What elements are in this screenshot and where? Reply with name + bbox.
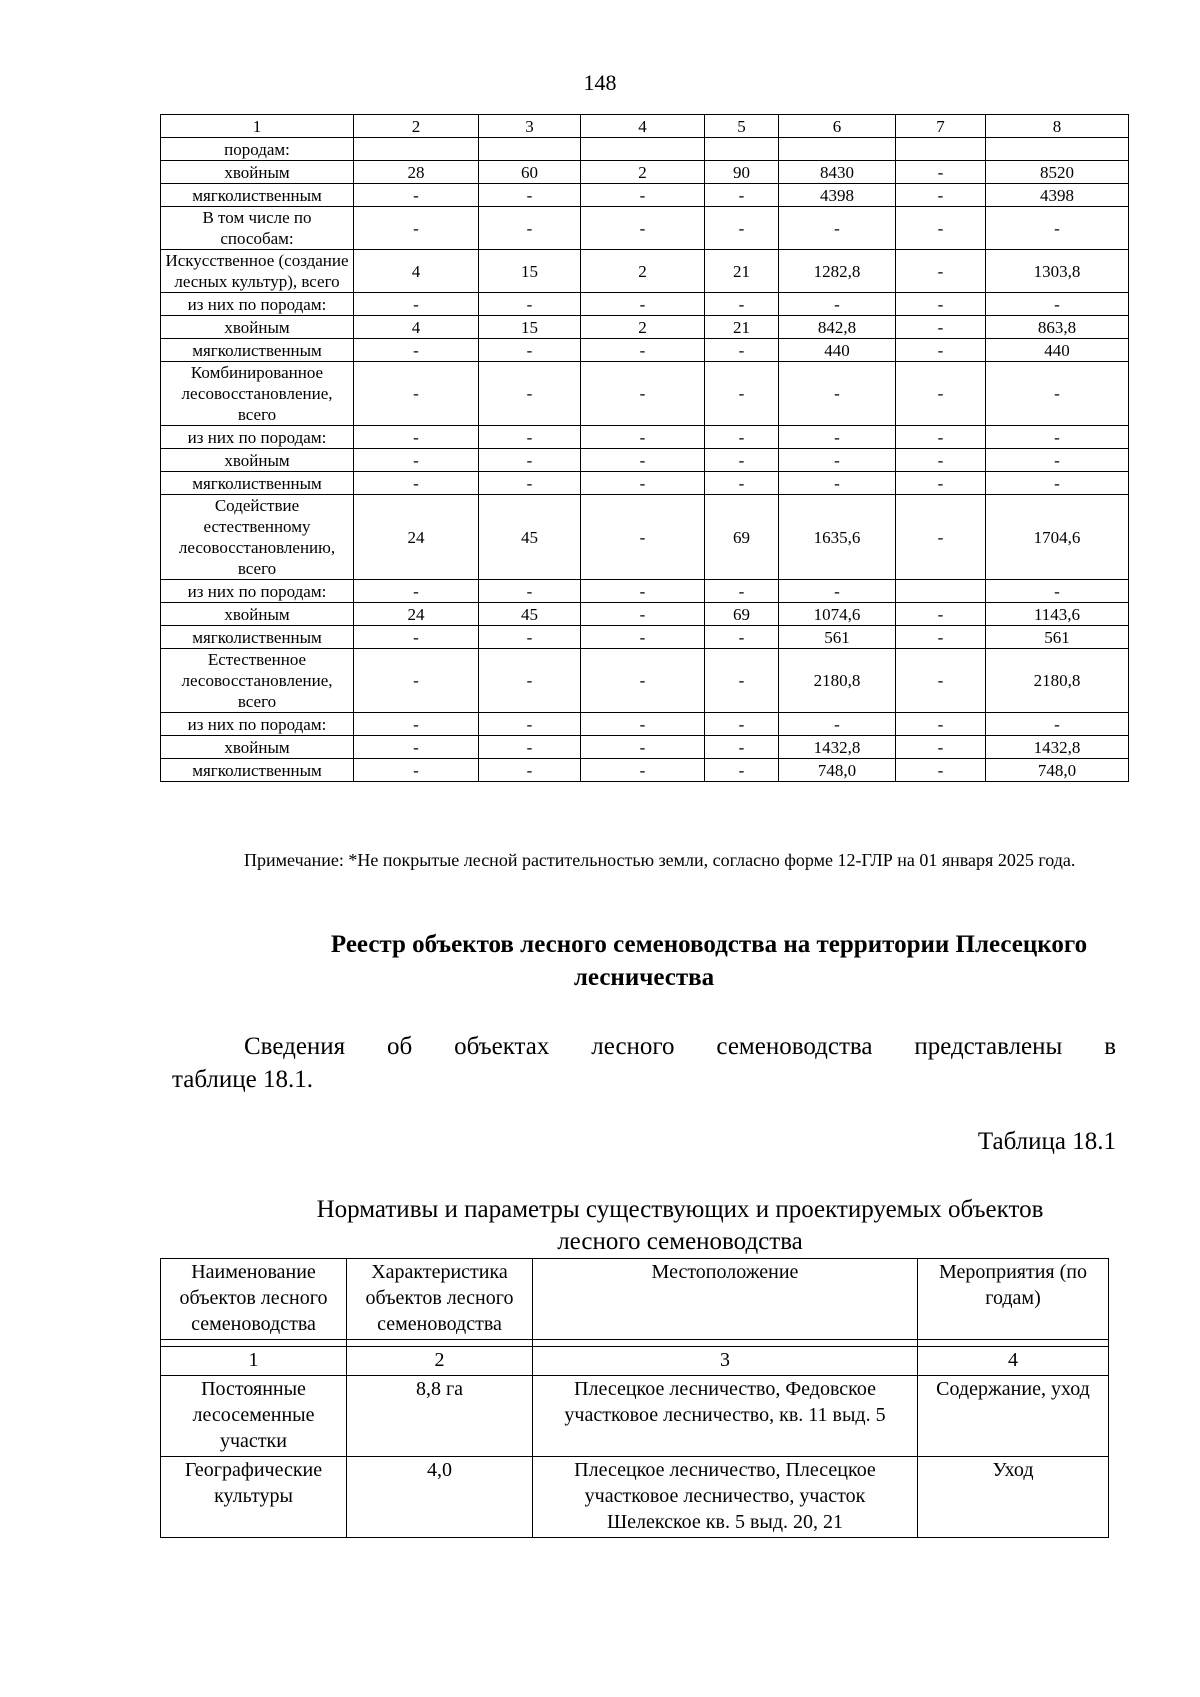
table1-cell: - bbox=[479, 472, 581, 495]
table1-cell: - bbox=[986, 426, 1129, 449]
table1-cell: - bbox=[896, 184, 986, 207]
table1-cell: 2180,8 bbox=[986, 649, 1129, 713]
table1-row-label: из них по породам: bbox=[161, 713, 354, 736]
table2-number-cell: 1 bbox=[161, 1347, 347, 1376]
table1-row-label: Естественное лесовосстановление, всего bbox=[161, 649, 354, 713]
table1-cell: - bbox=[354, 736, 479, 759]
table1-cell: - bbox=[479, 207, 581, 250]
word: в bbox=[1104, 1033, 1116, 1060]
table1-cell: - bbox=[354, 580, 479, 603]
table1-cell: - bbox=[581, 603, 705, 626]
table1-cell: - bbox=[581, 426, 705, 449]
table1-cell: - bbox=[581, 759, 705, 782]
forest-restoration-table bbox=[160, 114, 1129, 782]
table2-title-line-2: лесного семеноводства bbox=[557, 1228, 803, 1255]
table-note: Примечание: *Не покрытые лесной растительностью земли, согласно форме 12-ГЛР на 01 января 2025 года. bbox=[244, 850, 1076, 870]
table1-cell: 8430 bbox=[779, 161, 896, 184]
table1-row-label: из них по породам: bbox=[161, 293, 354, 316]
table1-cell: - bbox=[705, 362, 779, 426]
table1-cell: - bbox=[705, 626, 779, 649]
table1-cell: 4 bbox=[354, 316, 479, 339]
table1-cell: - bbox=[986, 207, 1129, 250]
table2-header-cell: Наименование объектов лесного семеноводства bbox=[161, 1259, 347, 1340]
table1-row bbox=[161, 495, 1129, 580]
table1-cell: - bbox=[581, 339, 705, 362]
table1-cell: - bbox=[581, 449, 705, 472]
table2-number-cell: 3 bbox=[533, 1347, 918, 1376]
table2-title bbox=[250, 1194, 1110, 1258]
table1-cell: - bbox=[581, 495, 705, 580]
table1-cell: - bbox=[479, 339, 581, 362]
table1-cell: - bbox=[779, 449, 896, 472]
table1-cell: - bbox=[354, 339, 479, 362]
table-label: Таблица 18.1 bbox=[977, 1128, 1116, 1155]
table2-cell-characteristic: 4,0 bbox=[347, 1457, 533, 1538]
table1-cell: - bbox=[581, 713, 705, 736]
table1-cell: - bbox=[779, 713, 896, 736]
table1-cell: - bbox=[354, 293, 479, 316]
table1-row bbox=[161, 759, 1129, 782]
table1-cell: 90 bbox=[705, 161, 779, 184]
table1-cell: 1432,8 bbox=[779, 736, 896, 759]
word: лесного bbox=[591, 1033, 675, 1060]
seed-objects-table bbox=[160, 1258, 1109, 1538]
table1-cell: 21 bbox=[705, 316, 779, 339]
table1-header-cell: 6 bbox=[779, 115, 896, 138]
table1-cell: 863,8 bbox=[986, 316, 1129, 339]
table1-cell: 24 bbox=[354, 495, 479, 580]
table1-cell: - bbox=[705, 736, 779, 759]
table1-cell: - bbox=[705, 472, 779, 495]
section-heading-line-2: лесничества bbox=[573, 964, 715, 991]
table1-cell: 2 bbox=[581, 250, 705, 293]
table1-cell: - bbox=[705, 649, 779, 713]
table1-cell: - bbox=[705, 339, 779, 362]
table1-row-label: из них по породам: bbox=[161, 426, 354, 449]
table1-row bbox=[161, 250, 1129, 293]
table2-title-line-1: Нормативы и параметры существующих и проектируемых объектов bbox=[316, 1196, 1044, 1223]
table2-cell-name: Географические культуры bbox=[161, 1457, 347, 1538]
section-heading bbox=[160, 928, 1128, 994]
section-heading-line-1: Реестр объектов лесного семеноводства на территории Плесецкого bbox=[330, 931, 1088, 958]
table1-cell: - bbox=[896, 316, 986, 339]
table1-cell: 2180,8 bbox=[779, 649, 896, 713]
table1-row bbox=[161, 293, 1129, 316]
table1-cell: - bbox=[896, 472, 986, 495]
table1-row-label: мягколиственным bbox=[161, 184, 354, 207]
table1-cell: - bbox=[354, 649, 479, 713]
table1-row-label: Комбинированное лесовосстановление, всего bbox=[161, 362, 354, 426]
table1-cell: 1635,6 bbox=[779, 495, 896, 580]
table1-cell bbox=[896, 138, 986, 161]
word: об bbox=[387, 1033, 413, 1060]
table1-cell: - bbox=[581, 184, 705, 207]
table1-cell: 748,0 bbox=[986, 759, 1129, 782]
table1-cell bbox=[581, 138, 705, 161]
table1-cell: - bbox=[896, 339, 986, 362]
table1-cell: - bbox=[581, 580, 705, 603]
table1-cell: - bbox=[705, 184, 779, 207]
table2-cell-measures: Уход bbox=[918, 1457, 1109, 1538]
table1-cell: - bbox=[896, 426, 986, 449]
table1-cell: - bbox=[896, 649, 986, 713]
table1-cell: - bbox=[705, 449, 779, 472]
table1-cell: 2 bbox=[581, 316, 705, 339]
table1-cell: - bbox=[896, 161, 986, 184]
table1-cell: 440 bbox=[986, 339, 1129, 362]
table1-cell: - bbox=[354, 362, 479, 426]
table1-row bbox=[161, 316, 1129, 339]
table1-cell: - bbox=[354, 759, 479, 782]
table1-cell: - bbox=[705, 207, 779, 250]
table1-cell: 69 bbox=[705, 495, 779, 580]
table1-cell: 1303,8 bbox=[986, 250, 1129, 293]
table1-cell: - bbox=[896, 736, 986, 759]
table1-cell: - bbox=[354, 184, 479, 207]
table1-header-cell: 1 bbox=[161, 115, 354, 138]
table1-cell: - bbox=[479, 736, 581, 759]
table1-row-label: В том числе по способам: bbox=[161, 207, 354, 250]
table1-cell: 45 bbox=[479, 495, 581, 580]
table1-cell: 1432,8 bbox=[986, 736, 1129, 759]
table1-cell: - bbox=[354, 449, 479, 472]
table1-cell bbox=[705, 138, 779, 161]
table1-cell: - bbox=[479, 626, 581, 649]
table1-cell: - bbox=[896, 626, 986, 649]
table1-cell: 45 bbox=[479, 603, 581, 626]
table1-cell: - bbox=[779, 580, 896, 603]
table1-cell: - bbox=[479, 184, 581, 207]
table1-cell: - bbox=[779, 362, 896, 426]
table1-header-row bbox=[161, 115, 1129, 138]
table1-cell: - bbox=[581, 207, 705, 250]
table1-cell: 2 bbox=[581, 161, 705, 184]
table1-cell: - bbox=[896, 293, 986, 316]
table1-row-label: мягколиственным bbox=[161, 626, 354, 649]
table1-cell: - bbox=[705, 293, 779, 316]
table1-row-label: породам: bbox=[161, 138, 354, 161]
table1-row bbox=[161, 362, 1129, 426]
table1-cell: - bbox=[479, 449, 581, 472]
table1-row-label: Искусственное (создание лесных культур), всего bbox=[161, 250, 354, 293]
table1-cell: - bbox=[479, 362, 581, 426]
table1-cell: - bbox=[581, 362, 705, 426]
table1-row-label: из них по породам: bbox=[161, 580, 354, 603]
table1-cell: - bbox=[479, 759, 581, 782]
table1-cell: - bbox=[896, 362, 986, 426]
table1-cell: - bbox=[779, 293, 896, 316]
table1-row bbox=[161, 426, 1129, 449]
table1-row bbox=[161, 161, 1129, 184]
table1-cell: 15 bbox=[479, 316, 581, 339]
table1-row bbox=[161, 472, 1129, 495]
table1-cell bbox=[479, 138, 581, 161]
table1-cell: - bbox=[896, 250, 986, 293]
table1-header-cell: 4 bbox=[581, 115, 705, 138]
table2-number-cell: 2 bbox=[347, 1347, 533, 1376]
table1-cell: 842,8 bbox=[779, 316, 896, 339]
table2-cell-characteristic: 8,8 га bbox=[347, 1376, 533, 1457]
table1-cell: 1282,8 bbox=[779, 250, 896, 293]
table1-row-label: хвойным bbox=[161, 316, 354, 339]
page-number: 148 bbox=[583, 70, 617, 95]
table1-row-label: хвойным bbox=[161, 736, 354, 759]
word: объектах bbox=[454, 1033, 550, 1060]
table1-cell: - bbox=[581, 736, 705, 759]
table1-cell: 1074,6 bbox=[779, 603, 896, 626]
table1-header-cell: 2 bbox=[354, 115, 479, 138]
table1-cell: - bbox=[705, 580, 779, 603]
table1-row bbox=[161, 184, 1129, 207]
table1-cell: 748,0 bbox=[779, 759, 896, 782]
table1-cell: - bbox=[354, 626, 479, 649]
table1-cell: 21 bbox=[705, 250, 779, 293]
table1-header-cell: 8 bbox=[986, 115, 1129, 138]
table2-header-cell: Характеристика объектов лесного семеноводства bbox=[347, 1259, 533, 1340]
table2-row bbox=[161, 1457, 1109, 1538]
table1-cell: - bbox=[479, 649, 581, 713]
table1-cell: 60 bbox=[479, 161, 581, 184]
table1-row bbox=[161, 580, 1129, 603]
table1-row bbox=[161, 736, 1129, 759]
table1-cell bbox=[896, 580, 986, 603]
table1-row-label: мягколиственным bbox=[161, 339, 354, 362]
table1-row-label: мягколиственным bbox=[161, 472, 354, 495]
table2-separator bbox=[161, 1340, 1109, 1347]
table2-header-cell: Местоположение bbox=[533, 1259, 918, 1340]
table1-cell: - bbox=[581, 472, 705, 495]
table2-cell-location: Плесецкое лесничество, Федовское участковое лесничество, кв. 11 выд. 5 bbox=[533, 1376, 918, 1457]
table2-row bbox=[161, 1376, 1109, 1457]
table1-cell: - bbox=[896, 759, 986, 782]
table1-cell: 28 bbox=[354, 161, 479, 184]
table1-cell: 1704,6 bbox=[986, 495, 1129, 580]
table2-header-row bbox=[161, 1259, 1109, 1340]
word: Сведения bbox=[244, 1033, 346, 1060]
table2-header-cell: Мероприятия (по годам) bbox=[918, 1259, 1109, 1340]
table1-cell bbox=[986, 138, 1129, 161]
table1-cell: - bbox=[986, 713, 1129, 736]
table1-row bbox=[161, 626, 1129, 649]
table1-row bbox=[161, 449, 1129, 472]
table1-row bbox=[161, 649, 1129, 713]
table1-cell: - bbox=[581, 649, 705, 713]
table1-row-label: мягколиственным bbox=[161, 759, 354, 782]
table1-cell: - bbox=[354, 713, 479, 736]
table1-cell: - bbox=[705, 426, 779, 449]
table1-header-cell: 5 bbox=[705, 115, 779, 138]
table1-cell: - bbox=[986, 293, 1129, 316]
table1-cell: - bbox=[479, 293, 581, 316]
table1-cell: - bbox=[354, 426, 479, 449]
table1-cell: - bbox=[779, 472, 896, 495]
table1-cell: 561 bbox=[986, 626, 1129, 649]
table1-cell: - bbox=[354, 472, 479, 495]
intro-paragraph-line-2: таблице 18.1. bbox=[172, 1066, 314, 1093]
table1-row-label: Содействие естественному лесовосстановлению, всего bbox=[161, 495, 354, 580]
table1-cell: 4398 bbox=[986, 184, 1129, 207]
table1-cell: - bbox=[986, 580, 1129, 603]
table1-cell: - bbox=[986, 472, 1129, 495]
table1-cell: 561 bbox=[779, 626, 896, 649]
table1-cell: 440 bbox=[779, 339, 896, 362]
table1-cell: - bbox=[479, 713, 581, 736]
table1-row bbox=[161, 713, 1129, 736]
table1-row bbox=[161, 339, 1129, 362]
table1-cell: 4 bbox=[354, 250, 479, 293]
word: семеноводства bbox=[716, 1033, 873, 1060]
table1-cell: - bbox=[986, 449, 1129, 472]
table1-cell: - bbox=[896, 449, 986, 472]
table1-cell: - bbox=[479, 426, 581, 449]
table1-header-cell: 3 bbox=[479, 115, 581, 138]
table1-cell: - bbox=[705, 759, 779, 782]
table1-cell: - bbox=[479, 580, 581, 603]
table1-cell: 8520 bbox=[986, 161, 1129, 184]
word: представлены bbox=[914, 1033, 1063, 1060]
table1-row bbox=[161, 207, 1129, 250]
table1-cell: - bbox=[896, 713, 986, 736]
table1-cell: 69 bbox=[705, 603, 779, 626]
table1-cell: 15 bbox=[479, 250, 581, 293]
table1-header-cell: 7 bbox=[896, 115, 986, 138]
table1-cell: - bbox=[896, 207, 986, 250]
table1-cell: - bbox=[896, 603, 986, 626]
table1-cell: - bbox=[986, 362, 1129, 426]
table1-cell: 4398 bbox=[779, 184, 896, 207]
table1-cell: - bbox=[581, 293, 705, 316]
table2-cell-name: Постоянные лесосеменные участки bbox=[161, 1376, 347, 1457]
table2-cell-location: Плесецкое лесничество, Плесецкое участковое лесничество, участок Шелекское кв. 5 выд. 20, 21 bbox=[533, 1457, 918, 1538]
table1-cell: 24 bbox=[354, 603, 479, 626]
table2-number-cell: 4 bbox=[918, 1347, 1109, 1376]
table1-cell: - bbox=[779, 426, 896, 449]
intro-paragraph-line-1 bbox=[172, 1030, 1116, 1063]
table1-row-label: хвойным bbox=[161, 161, 354, 184]
table2-cell-measures: Содержание, уход bbox=[918, 1376, 1109, 1457]
table1-cell: - bbox=[581, 626, 705, 649]
intro-paragraph bbox=[172, 1030, 1116, 1096]
table1-row-label: хвойным bbox=[161, 603, 354, 626]
table1-row-label: хвойным bbox=[161, 449, 354, 472]
table1-cell: 1143,6 bbox=[986, 603, 1129, 626]
table1-cell bbox=[779, 138, 896, 161]
table2-number-row bbox=[161, 1347, 1109, 1376]
table1-row bbox=[161, 138, 1129, 161]
table1-cell bbox=[354, 138, 479, 161]
table1-row bbox=[161, 603, 1129, 626]
table1-cell: - bbox=[705, 713, 779, 736]
table1-cell: - bbox=[779, 207, 896, 250]
table1-cell: - bbox=[354, 207, 479, 250]
table1-cell: - bbox=[896, 495, 986, 580]
